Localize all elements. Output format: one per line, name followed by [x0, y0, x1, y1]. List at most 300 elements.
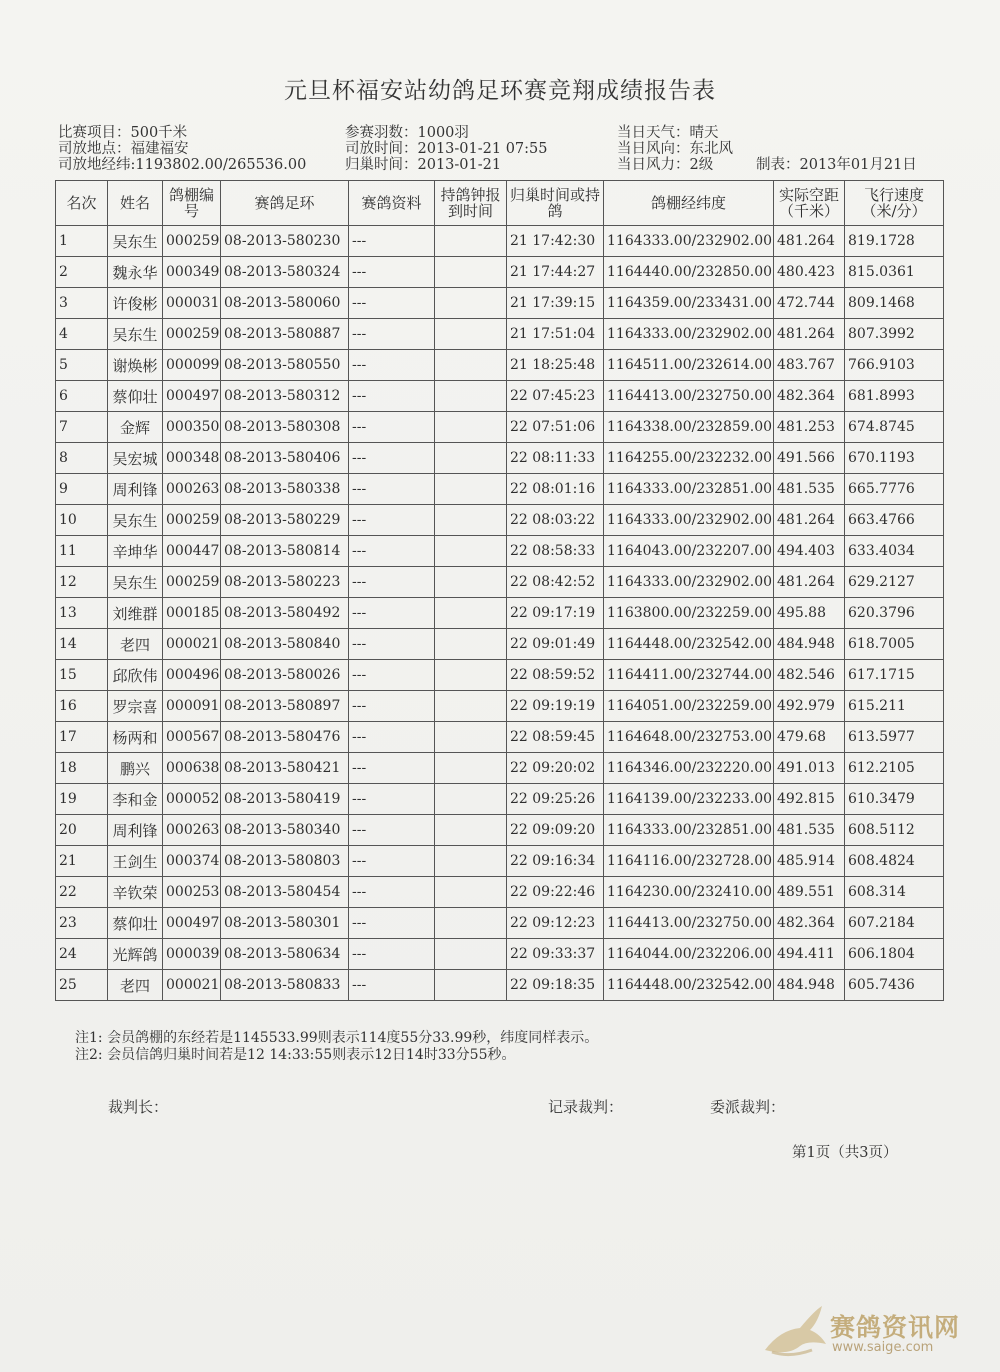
cell-loft-coords: 1164448.00/232542.00	[604, 970, 774, 1001]
cell-ring: 08-2013-580550	[221, 350, 349, 381]
table-row	[56, 908, 944, 939]
cell-distance: 492.979	[774, 691, 845, 722]
cell-clock-time	[435, 877, 507, 908]
cell-arrival-time: 22 09:09:20	[507, 815, 604, 846]
cell-loft-id: 000348	[163, 443, 221, 474]
cell-pigeon-info: ---	[349, 877, 435, 908]
cell-arrival-time: 22 08:42:52	[507, 567, 604, 598]
cell-speed: 674.8745	[845, 412, 944, 443]
cell-name: 光辉鸽	[108, 939, 163, 970]
cell-distance: 483.767	[774, 350, 845, 381]
cell-arrival-time: 22 09:20:02	[507, 753, 604, 784]
cell-loft-id: 000021	[163, 629, 221, 660]
cell-name: 吴东生	[108, 319, 163, 350]
cell-rank: 2	[56, 257, 108, 288]
cell-loft-coords: 1164411.00/232744.00	[604, 660, 774, 691]
entries-count: 参赛羽数：1000羽	[345, 125, 469, 141]
table-header-row	[56, 181, 944, 226]
cell-pigeon-info: ---	[349, 784, 435, 815]
cell-name: 蔡仰壮	[108, 908, 163, 939]
cell-speed: 766.9103	[845, 350, 944, 381]
cell-rank: 4	[56, 319, 108, 350]
cell-distance: 481.535	[774, 815, 845, 846]
col-loft-id: 鸽棚编号	[163, 181, 221, 226]
cell-pigeon-info: ---	[349, 412, 435, 443]
cell-speed: 815.0361	[845, 257, 944, 288]
cell-loft-id: 000091	[163, 691, 221, 722]
cell-name: 吴东生	[108, 567, 163, 598]
cell-pigeon-info: ---	[349, 660, 435, 691]
cell-distance: 491.566	[774, 443, 845, 474]
cell-speed: 629.2127	[845, 567, 944, 598]
cell-speed: 608.314	[845, 877, 944, 908]
cell-distance: 482.364	[774, 908, 845, 939]
wind-force: 当日风力：2级	[617, 157, 714, 173]
cell-loft-id: 000349	[163, 257, 221, 288]
table-row	[56, 877, 944, 908]
cell-rank: 7	[56, 412, 108, 443]
cell-loft-id: 000497	[163, 381, 221, 412]
cell-arrival-time: 22 09:22:46	[507, 877, 604, 908]
cell-name: 邱欣伟	[108, 660, 163, 691]
cell-ring: 08-2013-580421	[221, 753, 349, 784]
cell-speed: 665.7776	[845, 474, 944, 505]
cell-distance: 481.253	[774, 412, 845, 443]
table-body	[56, 226, 944, 1001]
note-1: 注1: 会员鸽棚的东经若是1145533.99则表示114度55分33.99秒，纬度同样表示。	[75, 1030, 599, 1046]
cell-distance: 479.68	[774, 722, 845, 753]
chief-referee-label: 裁判长：	[108, 1098, 169, 1116]
return-time: 归巢时间：2013-01-21	[345, 157, 502, 173]
cell-speed: 608.5112	[845, 815, 944, 846]
cell-clock-time	[435, 319, 507, 350]
cell-ring: 08-2013-580492	[221, 598, 349, 629]
table-row	[56, 536, 944, 567]
watermark-url: www.saige.com	[832, 1340, 934, 1355]
cell-speed: 809.1468	[845, 288, 944, 319]
cell-arrival-time: 22 07:45:23	[507, 381, 604, 412]
cell-arrival-time: 21 17:44:27	[507, 257, 604, 288]
cell-rank: 23	[56, 908, 108, 939]
release-time: 司放时间：2013-01-21 07:55	[345, 141, 548, 157]
cell-arrival-time: 22 08:03:22	[507, 505, 604, 536]
cell-rank: 12	[56, 567, 108, 598]
cell-loft-id: 000350	[163, 412, 221, 443]
cell-clock-time	[435, 536, 507, 567]
table-row	[56, 288, 944, 319]
cell-ring: 08-2013-580229	[221, 505, 349, 536]
cell-distance: 495.88	[774, 598, 845, 629]
cell-pigeon-info: ---	[349, 722, 435, 753]
cell-clock-time	[435, 722, 507, 753]
col-speed: 飞行速度（米/分）	[845, 181, 944, 226]
cell-rank: 10	[56, 505, 108, 536]
cell-speed: 605.7436	[845, 970, 944, 1001]
cell-arrival-time: 22 07:51:06	[507, 412, 604, 443]
cell-loft-coords: 1164440.00/232850.00	[604, 257, 774, 288]
cell-loft-coords: 1164333.00/232902.00	[604, 505, 774, 536]
cell-ring: 08-2013-580338	[221, 474, 349, 505]
cell-loft-coords: 1163800.00/232259.00	[604, 598, 774, 629]
cell-clock-time	[435, 753, 507, 784]
cell-loft-coords: 1164333.00/232902.00	[604, 319, 774, 350]
cell-speed: 612.2105	[845, 753, 944, 784]
cell-loft-coords: 1164648.00/232753.00	[604, 722, 774, 753]
cell-name: 吴宏城	[108, 443, 163, 474]
cell-rank: 3	[56, 288, 108, 319]
cell-name: 王剑生	[108, 846, 163, 877]
cell-loft-id: 000021	[163, 970, 221, 1001]
cell-ring: 08-2013-580324	[221, 257, 349, 288]
cell-speed: 620.3796	[845, 598, 944, 629]
cell-name: 周利锋	[108, 474, 163, 505]
cell-rank: 14	[56, 629, 108, 660]
cell-arrival-time: 22 08:59:45	[507, 722, 604, 753]
table-row	[56, 784, 944, 815]
cell-loft-id: 000374	[163, 846, 221, 877]
cell-pigeon-info: ---	[349, 970, 435, 1001]
col-rank: 名次	[56, 181, 108, 226]
cell-loft-coords: 1164413.00/232750.00	[604, 381, 774, 412]
cell-arrival-time: 22 09:19:19	[507, 691, 604, 722]
cell-loft-id: 000447	[163, 536, 221, 567]
cell-clock-time	[435, 412, 507, 443]
cell-pigeon-info: ---	[349, 939, 435, 970]
cell-loft-id: 000497	[163, 908, 221, 939]
cell-distance: 484.948	[774, 970, 845, 1001]
cell-arrival-time: 22 08:58:33	[507, 536, 604, 567]
cell-speed: 617.1715	[845, 660, 944, 691]
table-row	[56, 598, 944, 629]
cell-clock-time	[435, 939, 507, 970]
table-row	[56, 970, 944, 1001]
cell-distance: 489.551	[774, 877, 845, 908]
table-row	[56, 753, 944, 784]
made-date: 制表：2013年01月21日	[756, 157, 917, 173]
cell-clock-time	[435, 474, 507, 505]
cell-clock-time	[435, 226, 507, 257]
cell-distance: 481.264	[774, 567, 845, 598]
cell-loft-coords: 1164359.00/233431.00	[604, 288, 774, 319]
cell-name: 吴东生	[108, 226, 163, 257]
cell-clock-time	[435, 970, 507, 1001]
cell-pigeon-info: ---	[349, 753, 435, 784]
cell-clock-time	[435, 257, 507, 288]
cell-clock-time	[435, 846, 507, 877]
table-row	[56, 226, 944, 257]
table-row	[56, 629, 944, 660]
cell-clock-time	[435, 660, 507, 691]
cell-name: 谢焕彬	[108, 350, 163, 381]
cell-name: 老四	[108, 970, 163, 1001]
cell-name: 辛坤华	[108, 536, 163, 567]
cell-rank: 11	[56, 536, 108, 567]
cell-clock-time	[435, 629, 507, 660]
cell-loft-coords: 1164346.00/232220.00	[604, 753, 774, 784]
cell-distance: 485.914	[774, 846, 845, 877]
cell-ring: 08-2013-580026	[221, 660, 349, 691]
pigeon-logo-icon	[760, 1300, 830, 1360]
cell-name: 鹏兴	[108, 753, 163, 784]
cell-loft-id: 000031	[163, 288, 221, 319]
cell-ring: 08-2013-580340	[221, 815, 349, 846]
delegated-referee-label: 委派裁判：	[710, 1098, 786, 1116]
cell-ring: 08-2013-580308	[221, 412, 349, 443]
cell-ring: 08-2013-580833	[221, 970, 349, 1001]
cell-name: 李和金	[108, 784, 163, 815]
cell-distance: 494.403	[774, 536, 845, 567]
cell-name: 辛钦荣	[108, 877, 163, 908]
cell-ring: 08-2013-580897	[221, 691, 349, 722]
cell-pigeon-info: ---	[349, 908, 435, 939]
table-row	[56, 846, 944, 877]
col-clock-time: 持鸽钟报到时间	[435, 181, 507, 226]
cell-loft-coords: 1164051.00/232259.00	[604, 691, 774, 722]
cell-distance: 481.264	[774, 226, 845, 257]
cell-pigeon-info: ---	[349, 350, 435, 381]
watermark-text: 赛鸽资讯网	[830, 1313, 961, 1342]
table-row	[56, 567, 944, 598]
cell-rank: 8	[56, 443, 108, 474]
cell-name: 老四	[108, 629, 163, 660]
cell-ring: 08-2013-580223	[221, 567, 349, 598]
cell-distance: 492.815	[774, 784, 845, 815]
cell-distance: 482.364	[774, 381, 845, 412]
table-row	[56, 381, 944, 412]
cell-clock-time	[435, 598, 507, 629]
cell-ring: 08-2013-580476	[221, 722, 349, 753]
col-distance: 实际空距（千米）	[774, 181, 845, 226]
cell-name: 蔡仰壮	[108, 381, 163, 412]
cell-loft-id: 000263	[163, 474, 221, 505]
cell-rank: 16	[56, 691, 108, 722]
cell-name: 魏永华	[108, 257, 163, 288]
cell-speed: 610.3479	[845, 784, 944, 815]
cell-arrival-time: 22 08:59:52	[507, 660, 604, 691]
cell-loft-id: 000259	[163, 226, 221, 257]
cell-loft-id: 000039	[163, 939, 221, 970]
cell-arrival-time: 22 09:33:37	[507, 939, 604, 970]
cell-pigeon-info: ---	[349, 598, 435, 629]
cell-distance: 482.546	[774, 660, 845, 691]
col-ring: 赛鸽足环	[221, 181, 349, 226]
watermark	[760, 1300, 960, 1360]
cell-speed: 608.4824	[845, 846, 944, 877]
cell-pigeon-info: ---	[349, 226, 435, 257]
cell-arrival-time: 21 17:51:04	[507, 319, 604, 350]
col-arrival-time: 归巢时间或持鸽	[507, 181, 604, 226]
cell-clock-time	[435, 381, 507, 412]
cell-ring: 08-2013-580406	[221, 443, 349, 474]
table-row	[56, 412, 944, 443]
cell-ring: 08-2013-580301	[221, 908, 349, 939]
cell-rank: 9	[56, 474, 108, 505]
cell-speed: 681.8993	[845, 381, 944, 412]
cell-ring: 08-2013-580419	[221, 784, 349, 815]
cell-name: 周利锋	[108, 815, 163, 846]
cell-distance: 494.411	[774, 939, 845, 970]
cell-arrival-time: 21 17:39:15	[507, 288, 604, 319]
cell-rank: 1	[56, 226, 108, 257]
cell-loft-coords: 1164333.00/232851.00	[604, 815, 774, 846]
cell-ring: 08-2013-580634	[221, 939, 349, 970]
release-place: 司放地点：福建福安	[58, 141, 189, 157]
cell-pigeon-info: ---	[349, 815, 435, 846]
cell-distance: 481.264	[774, 505, 845, 536]
cell-rank: 15	[56, 660, 108, 691]
wind-direction: 当日风向：东北风	[617, 141, 733, 157]
cell-speed: 807.3992	[845, 319, 944, 350]
cell-pigeon-info: ---	[349, 567, 435, 598]
col-loft-coords: 鸽棚经纬度	[604, 181, 774, 226]
page-number: 第1页（共3页）	[792, 1145, 898, 1161]
cell-name: 刘维群	[108, 598, 163, 629]
table-row	[56, 474, 944, 505]
cell-speed: 633.4034	[845, 536, 944, 567]
col-pigeon-info: 赛鸽资料	[349, 181, 435, 226]
cell-pigeon-info: ---	[349, 443, 435, 474]
cell-arrival-time: 22 09:01:49	[507, 629, 604, 660]
cell-speed: 615.211	[845, 691, 944, 722]
cell-arrival-time: 22 09:17:19	[507, 598, 604, 629]
note-2: 注2: 会员信鸽归巢时间若是12 14:33:55则表示12日14时33分55秒。	[75, 1047, 516, 1063]
cell-loft-id: 000259	[163, 505, 221, 536]
cell-name: 吴东生	[108, 505, 163, 536]
cell-name: 罗宗喜	[108, 691, 163, 722]
cell-ring: 08-2013-580814	[221, 536, 349, 567]
table-row	[56, 660, 944, 691]
cell-pigeon-info: ---	[349, 257, 435, 288]
report-title: 元旦杯福安站幼鸽足环赛竞翔成绩报告表	[284, 78, 716, 104]
cell-loft-coords: 1164413.00/232750.00	[604, 908, 774, 939]
cell-loft-coords: 1164139.00/232233.00	[604, 784, 774, 815]
cell-pigeon-info: ---	[349, 691, 435, 722]
cell-pigeon-info: ---	[349, 381, 435, 412]
cell-rank: 22	[56, 877, 108, 908]
cell-clock-time	[435, 908, 507, 939]
cell-loft-coords: 1164230.00/232410.00	[604, 877, 774, 908]
cell-pigeon-info: ---	[349, 536, 435, 567]
cell-loft-id: 000253	[163, 877, 221, 908]
cell-arrival-time: 22 09:25:26	[507, 784, 604, 815]
table-row	[56, 443, 944, 474]
table-row	[56, 505, 944, 536]
cell-loft-coords: 1164448.00/232542.00	[604, 629, 774, 660]
cell-rank: 18	[56, 753, 108, 784]
cell-loft-id: 000259	[163, 567, 221, 598]
cell-rank: 24	[56, 939, 108, 970]
cell-arrival-time: 21 17:42:30	[507, 226, 604, 257]
cell-pigeon-info: ---	[349, 474, 435, 505]
table-row	[56, 691, 944, 722]
release-coordinates: 司放地经纬:1193802.00/265536.00	[58, 157, 307, 173]
cell-rank: 19	[56, 784, 108, 815]
cell-pigeon-info: ---	[349, 319, 435, 350]
cell-pigeon-info: ---	[349, 846, 435, 877]
cell-ring: 08-2013-580060	[221, 288, 349, 319]
table-row	[56, 939, 944, 970]
cell-speed: 663.4766	[845, 505, 944, 536]
cell-ring: 08-2013-580887	[221, 319, 349, 350]
cell-clock-time	[435, 815, 507, 846]
cell-clock-time	[435, 505, 507, 536]
cell-speed: 606.1804	[845, 939, 944, 970]
cell-rank: 21	[56, 846, 108, 877]
weather: 当日天气：晴天	[617, 125, 719, 141]
cell-loft-id: 000052	[163, 784, 221, 815]
cell-speed: 670.1193	[845, 443, 944, 474]
cell-loft-id: 000263	[163, 815, 221, 846]
cell-name: 金辉	[108, 412, 163, 443]
cell-name: 杨两和	[108, 722, 163, 753]
cell-rank: 20	[56, 815, 108, 846]
cell-loft-coords: 1164116.00/232728.00	[604, 846, 774, 877]
cell-speed: 613.5977	[845, 722, 944, 753]
event-distance: 比赛项目：500千米	[58, 125, 188, 141]
cell-loft-id: 000567	[163, 722, 221, 753]
cell-distance: 481.535	[774, 474, 845, 505]
cell-distance: 480.423	[774, 257, 845, 288]
cell-loft-id: 000185	[163, 598, 221, 629]
cell-loft-coords: 1164043.00/232207.00	[604, 536, 774, 567]
table-row	[56, 257, 944, 288]
cell-speed: 618.7005	[845, 629, 944, 660]
table-row	[56, 722, 944, 753]
cell-loft-id: 000638	[163, 753, 221, 784]
cell-loft-coords: 1164044.00/232206.00	[604, 939, 774, 970]
cell-loft-coords: 1164333.00/232902.00	[604, 567, 774, 598]
cell-rank: 5	[56, 350, 108, 381]
cell-loft-coords: 1164511.00/232614.00	[604, 350, 774, 381]
cell-distance: 491.013	[774, 753, 845, 784]
cell-arrival-time: 22 08:11:33	[507, 443, 604, 474]
cell-distance: 481.264	[774, 319, 845, 350]
cell-ring: 08-2013-580803	[221, 846, 349, 877]
cell-ring: 08-2013-580840	[221, 629, 349, 660]
cell-ring: 08-2013-580312	[221, 381, 349, 412]
cell-pigeon-info: ---	[349, 629, 435, 660]
recording-referee-label: 记录裁判：	[548, 1098, 624, 1116]
cell-loft-id: 000099	[163, 350, 221, 381]
table-row	[56, 319, 944, 350]
cell-pigeon-info: ---	[349, 288, 435, 319]
cell-loft-coords: 1164255.00/232232.00	[604, 443, 774, 474]
cell-clock-time	[435, 567, 507, 598]
cell-loft-id: 000496	[163, 660, 221, 691]
cell-pigeon-info: ---	[349, 505, 435, 536]
cell-arrival-time: 21 18:25:48	[507, 350, 604, 381]
cell-speed: 819.1728	[845, 226, 944, 257]
cell-loft-coords: 1164333.00/232851.00	[604, 474, 774, 505]
cell-arrival-time: 22 09:18:35	[507, 970, 604, 1001]
cell-rank: 13	[56, 598, 108, 629]
cell-rank: 25	[56, 970, 108, 1001]
cell-clock-time	[435, 784, 507, 815]
notes	[75, 1030, 598, 1064]
cell-loft-coords: 1164338.00/232859.00	[604, 412, 774, 443]
cell-ring: 08-2013-580454	[221, 877, 349, 908]
table-row	[56, 815, 944, 846]
cell-arrival-time: 22 08:01:16	[507, 474, 604, 505]
cell-loft-coords: 1164333.00/232902.00	[604, 226, 774, 257]
cell-clock-time	[435, 350, 507, 381]
cell-rank: 6	[56, 381, 108, 412]
cell-clock-time	[435, 288, 507, 319]
cell-distance: 484.948	[774, 629, 845, 660]
cell-speed: 607.2184	[845, 908, 944, 939]
cell-clock-time	[435, 443, 507, 474]
cell-ring: 08-2013-580230	[221, 226, 349, 257]
